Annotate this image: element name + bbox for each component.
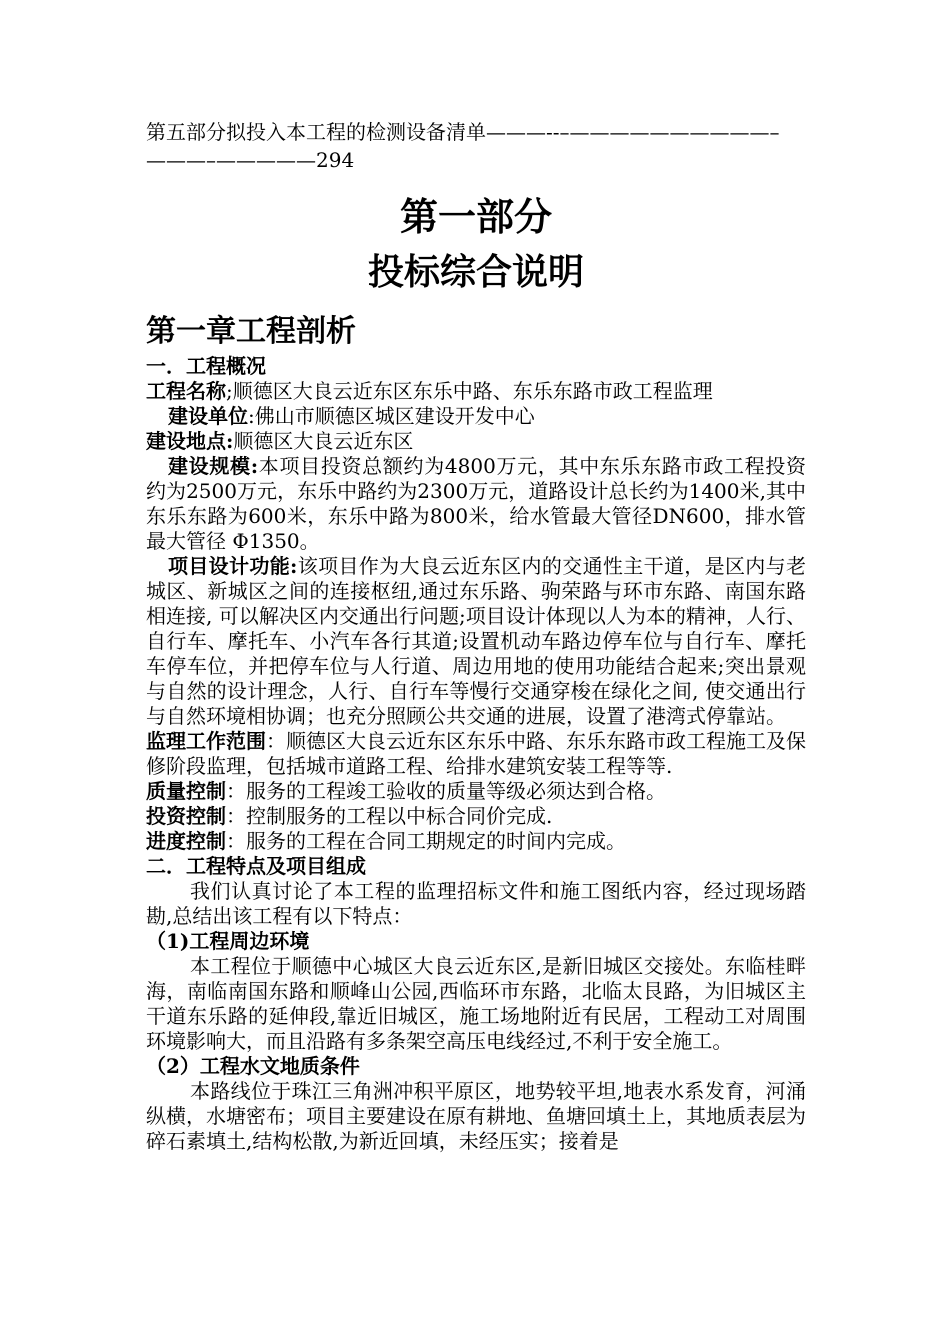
toc-entry: 第五部分拟投入本工程的检测设备清单———--–——————————–———–—————294 — [146, 120, 780, 172]
value: 顺德区大良云近东区 — [233, 429, 414, 453]
label: 项目设计功能: — [168, 554, 298, 578]
subsection-heading: （1)工程周边环境 — [146, 929, 310, 953]
value: ;顺德区大良云近东区东乐中路、东乐东路市政工程监理 — [226, 379, 713, 403]
chapter-title: 第一章工程剖析 — [146, 314, 356, 349]
quality-control — [146, 779, 806, 804]
subsection-heading: （2）工程水文地质条件 — [146, 1054, 360, 1078]
label: 建设地点: — [146, 429, 234, 453]
subsection-text: 本路线位于珠江三角洲冲积平原区，地势较平坦,地表水系发育，河涌纵横，水塘密布；项目主要建设在原有耕地、鱼塘回填土上，其地质表层为碎石素填土,结构松散,为新近回填，未经压实；接着是 — [146, 1079, 806, 1153]
progress-control — [146, 829, 806, 854]
label: 建设规模: — [168, 454, 259, 478]
label: 建设单位 — [168, 404, 248, 428]
value: :佛山市顺德区城区建设开发中心 — [248, 404, 535, 428]
investment-control — [146, 804, 806, 829]
construction-scale — [146, 454, 806, 554]
label: 进度控制 — [146, 829, 226, 853]
design-function — [146, 554, 806, 729]
supervision-scope — [146, 729, 806, 779]
value: ：服务的工程竣工验收的质量等级必须达到合格。 — [226, 779, 666, 803]
part-title: 第一部分 — [399, 194, 552, 239]
label: 质量控制 — [146, 779, 226, 803]
value: 该项目作为大良云近东区内的交通性主干道，是区内与老城区、新城区之间的连接枢纽,通过东乐路、驹荣路与环市东路、南国东路相连接, 可以解决区内交通出行问题;项目设计体现以人为本的精神，人行、自行车、摩托车、小汽车各行其道;设置机动车路边停车位与自行车、摩托车停车位，并把停车位与人行道、周边用地的使用功能结合起来;突出景观与自然的设计理念，人行、自行车等慢行交通穿梭在绿化之间, 使交通出行与自然环境相协调；也充分照顾公共交通的进展，设置了港湾式停靠站。 — [146, 554, 806, 728]
document-page — [146, 118, 806, 1154]
project-name — [146, 379, 806, 404]
section-heading: 一．工程概况 — [146, 354, 266, 378]
construction-site — [146, 429, 806, 454]
label: 监理工作范围 — [146, 729, 266, 753]
value: ：顺德区大良云近东区东乐中路、东乐东路市政工程施工及保修阶段监理，包括城市道路工程、给排水建筑安装工程等等. — [146, 729, 806, 778]
section-intro: 我们认真讨论了本工程的监理招标文件和施工图纸内容，经过现场踏勘,总结出该工程有以下特点： — [146, 879, 806, 928]
label: 投资控制 — [146, 804, 226, 828]
value: ：服务的工程在合同工期规定的时间内完成。 — [226, 829, 626, 853]
subsection-text: 本工程位于顺德中心城区大良云近东区,是新旧城区交接处。东临桂畔海，南临南国东路和顺峰山公园,西临环市东路，北临太艮路，为旧城区主干道东乐路的延伸段,靠近旧城区，施工场地附近有民居，工程动工对周围环境影响大，而且沿路有多条架空高压电线经过,不利于安全施工。 — [146, 954, 806, 1053]
value: ：控制服务的工程以中标合同价完成. — [226, 804, 553, 828]
section-heading: 二．工程特点及项目组成 — [146, 854, 366, 878]
label: 工程名称 — [146, 379, 226, 403]
construction-unit — [146, 404, 806, 429]
part-subtitle: 投标综合说明 — [367, 251, 584, 293]
value: 本项目投资总额约为4800万元，其中东乐东路市政工程投资约为2500万元，东乐中路约为2300万元，道路设计总长约为1400米,其中东乐东路为600米，东乐中路为800米，给水管最大管径DN600，排水管最大管径 Φ1350。 — [146, 454, 806, 553]
